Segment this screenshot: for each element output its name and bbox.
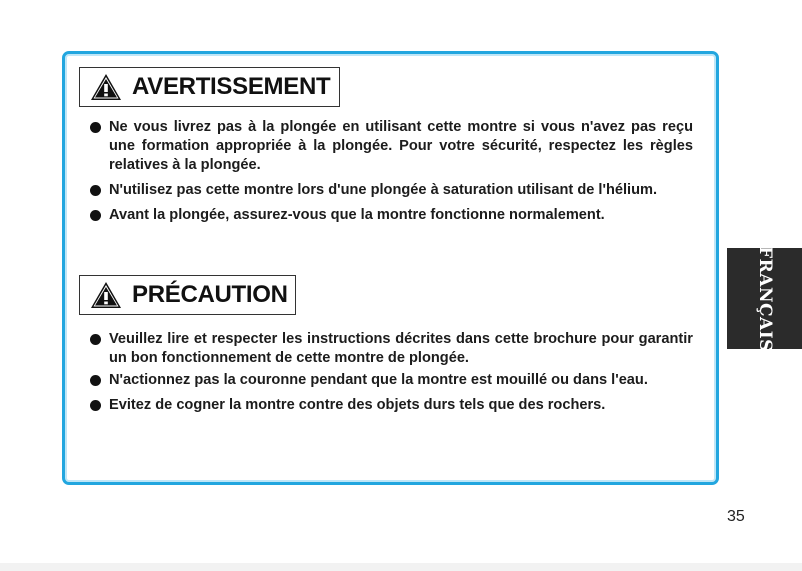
warning-heading xyxy=(79,67,340,107)
caution-list xyxy=(89,330,693,421)
bullet-icon xyxy=(90,375,101,386)
caution-heading xyxy=(79,275,296,315)
bullet-icon xyxy=(90,185,101,196)
language-tab xyxy=(727,245,802,352)
list-item xyxy=(89,396,693,415)
language-label: FRANÇAIS xyxy=(754,245,775,352)
warning-list xyxy=(89,118,693,231)
list-item-text: Avant la plongée, assurez-vous que la montre fonctionne normalement. xyxy=(109,207,605,223)
list-item xyxy=(89,118,693,175)
bullet-icon xyxy=(90,122,101,133)
list-item-text: Veuillez lire et respecter les instructions décrites dans cette brochure pour garantir un bon fonctionnement de cette montre de plongée. xyxy=(109,331,693,366)
list-item-text: N'actionnez pas la couronne pendant que la montre est mouillé ou dans l'eau. xyxy=(109,372,648,388)
list-item-text: N'utilisez pas cette montre lors d'une plongée à saturation utilisant de l'hélium. xyxy=(109,182,658,198)
list-item xyxy=(89,371,693,390)
warning-triangle-icon xyxy=(90,281,122,309)
caution-title: PRÉCAUTION xyxy=(132,281,288,308)
list-item-text: Evitez de cogner la montre contre des objets durs tels que des rochers. xyxy=(109,397,606,413)
list-item xyxy=(89,181,693,200)
list-item-text: Ne vous livrez pas à la plongée en utilisant cette montre si vous n'avez pas reçu une formation appropriée à la plongée. Pour votre sécurité, respectez les règles relatives à la plongée. xyxy=(109,119,693,173)
bullet-icon xyxy=(90,210,101,221)
bullet-icon xyxy=(90,400,101,411)
instruction-panel xyxy=(62,51,719,485)
warning-title: AVERTISSEMENT xyxy=(132,73,331,100)
warning-triangle-icon xyxy=(90,73,122,101)
list-item xyxy=(89,330,693,368)
page-number: 35 xyxy=(727,508,745,525)
page-footer-strip xyxy=(0,563,802,571)
list-item xyxy=(89,206,693,225)
bullet-icon xyxy=(90,334,101,345)
